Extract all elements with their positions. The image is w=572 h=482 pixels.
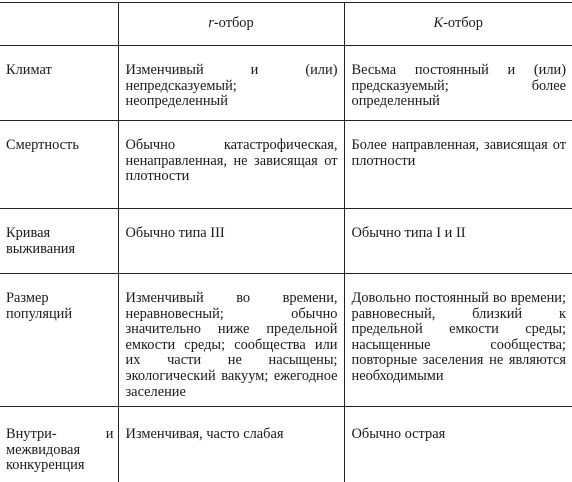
header-k-letter: K bbox=[434, 15, 444, 31]
row-label: Размер популяций bbox=[0, 274, 118, 407]
k-selection-cell: Обычно типа I и II bbox=[344, 209, 572, 274]
header-r-letter: r bbox=[208, 15, 214, 31]
r-selection-cell: Изменчивый во времени, неравновесный; обычно значительно ниже предельной емкости среды; сообщества или их части не насыщены; экологический вакуум; ежегодное заселение bbox=[118, 274, 344, 407]
row-label: Климат bbox=[0, 46, 118, 121]
header-k-selection bbox=[344, 3, 572, 46]
row-label: Смертность bbox=[0, 121, 118, 209]
r-selection-cell: Изменчивый и (или) непредсказуемый; неопределенный bbox=[118, 46, 344, 121]
row-label: Кривая выживания bbox=[0, 209, 118, 274]
header-r-selection bbox=[118, 3, 344, 46]
table-header-row bbox=[0, 3, 572, 46]
header-r-suffix: -отбор bbox=[214, 15, 254, 31]
header-empty-cell bbox=[0, 3, 118, 46]
table-row bbox=[0, 209, 572, 274]
row-label: Внутри- и межвидовая конкуренция bbox=[0, 407, 118, 482]
r-selection-cell: Изменчивая, часто слабая bbox=[118, 407, 344, 482]
table-row bbox=[0, 274, 572, 407]
header-k-suffix: -отбор bbox=[443, 15, 483, 31]
table-row bbox=[0, 407, 572, 482]
table-row bbox=[0, 46, 572, 121]
r-selection-cell: Обычно типа III bbox=[118, 209, 344, 274]
k-selection-cell: Довольно постоянный во времени; равновесный, близкий к предельной емкости среды; насыщенные сообщества; повторные заселения не являются необходимыми bbox=[344, 274, 572, 407]
k-selection-cell: Более направленная, зависящая от плотности bbox=[344, 121, 572, 209]
table-row bbox=[0, 121, 572, 209]
k-selection-cell: Обычно острая bbox=[344, 407, 572, 482]
k-selection-cell: Весьма постоянный и (или) предсказуемый; более определенный bbox=[344, 46, 572, 121]
r-selection-cell: Обычно катастрофическая, ненаправленная, не зависящая от плотности bbox=[118, 121, 344, 209]
selection-comparison-table bbox=[0, 2, 572, 482]
